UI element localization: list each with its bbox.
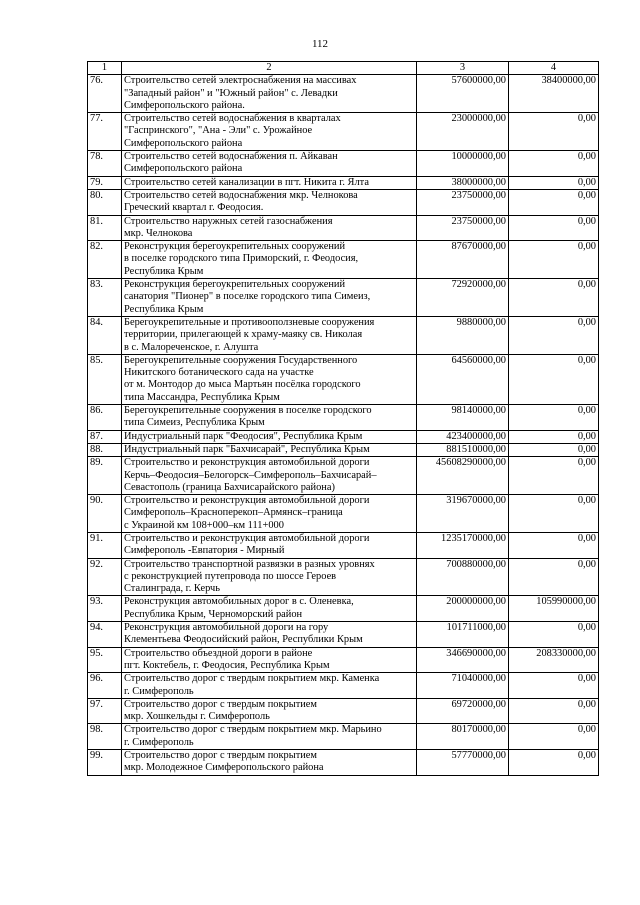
row-number: 83. [88,279,122,317]
row-description [122,405,417,431]
description-line: Строительство наружных сетей газоснабжения [124,215,333,227]
row-number: 86. [88,405,122,431]
header-cell-4: 4 [509,62,599,75]
amount-col3: 72920000,00 [417,279,509,317]
amount-col3: 23750000,00 [417,189,509,215]
amount-col3: 319670000,00 [417,495,509,533]
row-description [122,457,417,495]
amount-col3: 423400000,00 [417,430,509,443]
table-row [88,75,599,113]
description-line: Строительство сетей канализации в пгт. Никита г. Ялта [124,176,369,188]
description-line: Строительство дорог с твердым покрытием мкр. Каменка [124,673,380,685]
description-line: мкр. Челнокова [124,227,193,239]
row-description [122,279,417,317]
amount-col3: 57770000,00 [417,750,509,776]
row-description [122,622,417,648]
description-line: г. Симферополь [124,736,194,748]
description-line: санатория "Пионер" в поселке городского типа Симеиз, [124,291,371,303]
description-line: Сталинграда, г. Керчь [124,583,220,595]
budget-table [87,61,599,776]
amount-col4: 0,00 [509,673,599,699]
description-line: с Украиной км 108+000–км 111+000 [124,519,284,531]
table-row [88,647,599,673]
description-line: Строительство и реконструкция автомобильной дороги [124,532,370,544]
row-number: 91. [88,532,122,558]
description-line: Симферополь–Красноперекоп–Армянск–граница [124,507,343,519]
description-line: пгт. Коктебель, г. Феодосия, Республика Крым [124,659,330,671]
row-description [122,443,417,456]
row-description [122,241,417,279]
amount-col4: 0,00 [509,279,599,317]
amount-col4: 38400000,00 [509,75,599,113]
description-line: Республика Крым [124,303,204,315]
amount-col3: 700880000,00 [417,558,509,596]
description-line: с реконструкцией путепровода по шоссе Героев [124,570,337,582]
header-row [88,62,599,75]
amount-col3: 57600000,00 [417,75,509,113]
description-line: Строительство и реконструкция автомобильной дороги [124,495,370,507]
amount-col3: 200000000,00 [417,596,509,622]
row-number: 88. [88,443,122,456]
description-line: Строительство сетей водоснабжения п. Айкаван [124,151,338,163]
description-line: Индустриальный парк "Бахчисарай", Республика Крым [124,443,370,455]
row-number: 80. [88,189,122,215]
amount-col3: 98140000,00 [417,405,509,431]
row-number: 96. [88,673,122,699]
row-description [122,647,417,673]
amount-col3: 38000000,00 [417,176,509,189]
description-line: Строительство и реконструкция автомобильной дороги [124,457,370,469]
amount-col4: 0,00 [509,354,599,404]
table-row [88,596,599,622]
header-cell-1: 1 [88,62,122,75]
row-description [122,430,417,443]
description-line: Керчь–Феодосия–Белогорск–Симферополь–Бахчисарай– [124,469,377,481]
amount-col4: 0,00 [509,151,599,177]
description-line: Строительство сетей электроснабжения на массивах [124,75,357,87]
description-line: Реконструкция автомобильных дорог в с. Оленевка, [124,596,354,608]
amount-col4: 0,00 [509,405,599,431]
row-number: 85. [88,354,122,404]
description-line: г. Симферополь [124,685,194,697]
amount-col4: 0,00 [509,241,599,279]
table-row [88,354,599,404]
amount-col4: 0,00 [509,698,599,724]
description-line: Берегоукрепительные и противооползневые сооружения [124,316,375,328]
amount-col3: 87670000,00 [417,241,509,279]
table-row [88,558,599,596]
row-number: 92. [88,558,122,596]
row-description [122,316,417,354]
description-line: в поселке городского типа Приморский, г. Феодосия, [124,253,359,265]
row-description [122,750,417,776]
table-row [88,189,599,215]
amount-col3: 881510000,00 [417,443,509,456]
row-number: 87. [88,430,122,443]
row-number: 82. [88,241,122,279]
row-number: 76. [88,75,122,113]
row-number: 84. [88,316,122,354]
description-line: Строительство сетей водоснабжения мкр. Челнокова [124,189,358,201]
table-row [88,279,599,317]
amount-col3: 10000000,00 [417,151,509,177]
description-line: "Западный район" и "Южный район" с. Левадки [124,87,338,99]
row-number: 81. [88,215,122,241]
row-description [122,75,417,113]
amount-col4: 0,00 [509,532,599,558]
table-row [88,698,599,724]
row-description [122,673,417,699]
row-description [122,151,417,177]
description-line: типа Массандра, Республика Крым [124,391,280,403]
table-row [88,430,599,443]
header-cell-2: 2 [122,62,417,75]
description-line: Реконструкция берегоукрепительных сооружений [124,241,346,253]
description-line: Реконструкция автомобильной дороги на гору [124,622,329,634]
amount-col3: 69720000,00 [417,698,509,724]
amount-col4: 0,00 [509,443,599,456]
amount-col4: 0,00 [509,316,599,354]
table-row [88,457,599,495]
amount-col3: 45608290000,00 [417,457,509,495]
description-line: от м. Монтодор до мыса Мартьян посёлка городского [124,379,361,391]
table-row [88,215,599,241]
row-description [122,189,417,215]
table-row [88,151,599,177]
row-number: 78. [88,151,122,177]
amount-col3: 23750000,00 [417,215,509,241]
amount-col4: 0,00 [509,622,599,648]
table-row [88,176,599,189]
description-line: Симферопольского района [124,163,243,175]
amount-col4: 0,00 [509,495,599,533]
row-number: 94. [88,622,122,648]
description-line: Республика Крым [124,265,204,277]
row-number: 90. [88,495,122,533]
description-line: "Гаспринского", "Ана - Эли" с. Урожайное [124,125,313,137]
row-description [122,558,417,596]
description-line: Греческий квартал г. Феодосия. [124,202,264,214]
row-description [122,215,417,241]
row-description [122,698,417,724]
amount-col4: 0,00 [509,113,599,151]
description-line: Республика Крым, Черноморский район [124,608,303,620]
table-row [88,622,599,648]
header-cell-3: 3 [417,62,509,75]
description-line: Реконструкция берегоукрепительных сооружений [124,279,346,291]
description-line: в с. Малореченское, г. Алушта [124,341,259,353]
description-line: Строительство транспортной развязки в разных уровнях [124,558,375,570]
row-description [122,724,417,750]
description-line: Никитского ботанического сада на участке [124,367,314,379]
amount-col3: 64560000,00 [417,354,509,404]
description-line: Симферопольского района. [124,99,245,111]
amount-col4: 0,00 [509,724,599,750]
description-line: Берегоукрепительные сооружения в поселке городского [124,405,372,417]
row-number: 79. [88,176,122,189]
amount-col4: 0,00 [509,215,599,241]
row-description [122,354,417,404]
amount-col4: 0,00 [509,189,599,215]
amount-col3: 101711000,00 [417,622,509,648]
row-number: 93. [88,596,122,622]
amount-col3: 23000000,00 [417,113,509,151]
amount-col4: 0,00 [509,558,599,596]
description-line: Строительство дорог с твердым покрытием [124,750,317,762]
description-line: мкр. Молодежное Симферопольского района [124,762,324,774]
amount-col3: 80170000,00 [417,724,509,750]
amount-col4: 0,00 [509,750,599,776]
description-line: типа Симеиз, Республика Крым [124,417,265,429]
description-line: Строительство дорог с твердым покрытием [124,698,317,710]
row-description [122,532,417,558]
amount-col4: 0,00 [509,176,599,189]
row-number: 97. [88,698,122,724]
row-description [122,113,417,151]
table-row [88,316,599,354]
description-line: Индустриальный парк "Феодосия", Республика Крым [124,430,363,442]
table-row [88,241,599,279]
table-row [88,113,599,151]
amount-col4: 208330000,00 [509,647,599,673]
row-number: 99. [88,750,122,776]
description-line: Строительство дорог с твердым покрытием мкр. Марьино [124,724,382,736]
description-line: Симферополь -Евпатория - Мирный [124,545,285,557]
description-line: Берегоукрепительные сооружения Государственного [124,354,358,366]
description-line: Строительство сетей водоснабжения в кварталах [124,113,341,125]
table-row [88,495,599,533]
table-row [88,443,599,456]
table-row [88,724,599,750]
table-row [88,750,599,776]
row-number: 98. [88,724,122,750]
row-number: 95. [88,647,122,673]
amount-col4: 0,00 [509,457,599,495]
description-line: Строительство объездной дороги в районе [124,647,313,659]
page-number: 112 [311,38,329,50]
description-line: Севастополь (граница Бахчисарайского района) [124,481,335,493]
amount-col3: 346690000,00 [417,647,509,673]
amount-col4: 105990000,00 [509,596,599,622]
description-line: территории, прилегающей к храму-маяку св. Николая [124,329,363,341]
row-description [122,495,417,533]
amount-col4: 0,00 [509,430,599,443]
table-row [88,405,599,431]
row-number: 77. [88,113,122,151]
description-line: Клементьева Феодосийский район, Республики Крым [124,634,363,646]
description-line: Симферопольского района [124,137,243,149]
description-line: мкр. Хошкельды г. Симферополь [124,711,270,723]
amount-col3: 9880000,00 [417,316,509,354]
amount-col3: 1235170000,00 [417,532,509,558]
row-description [122,596,417,622]
row-number: 89. [88,457,122,495]
table-row [88,532,599,558]
table-row [88,673,599,699]
amount-col3: 71040000,00 [417,673,509,699]
row-description [122,176,417,189]
